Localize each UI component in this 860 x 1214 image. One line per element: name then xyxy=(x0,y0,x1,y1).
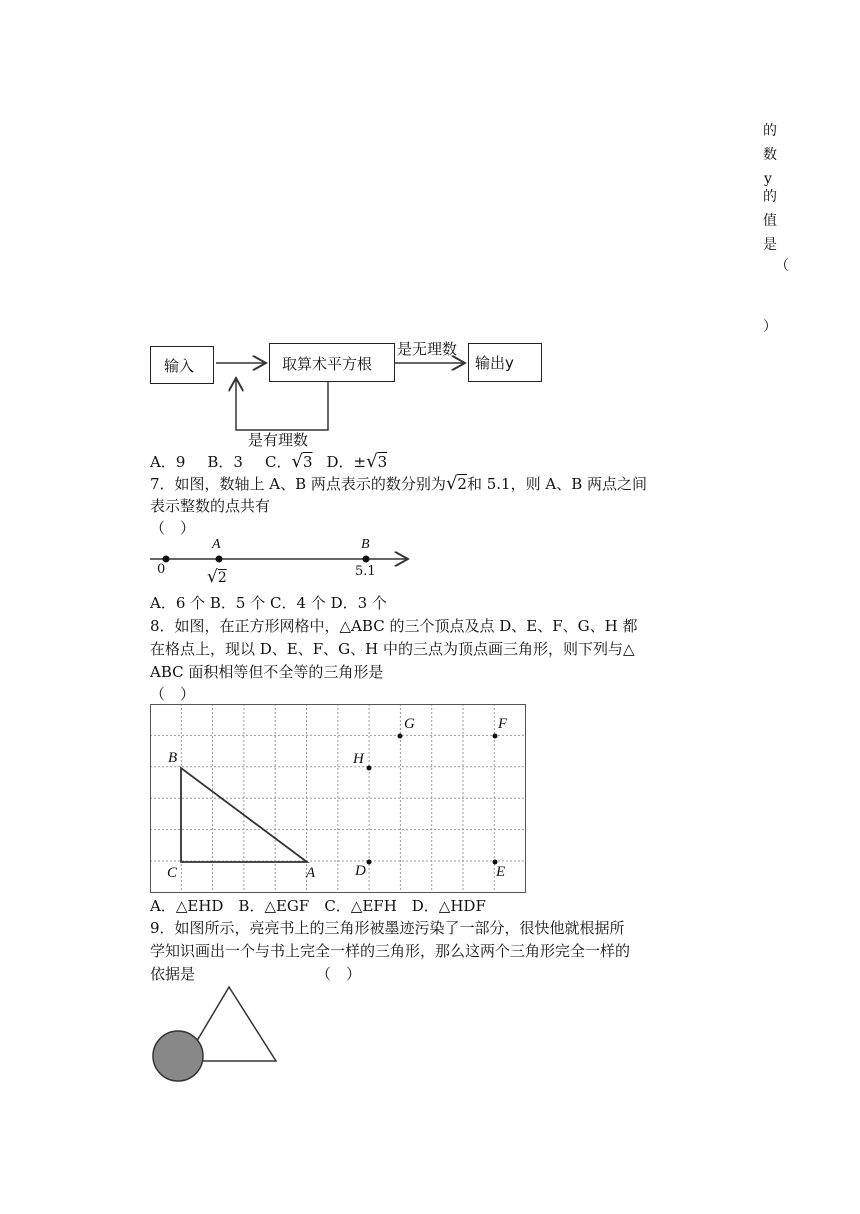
number-line-sqrt-a-radicand: 2 xyxy=(217,570,227,586)
side-char: ） xyxy=(763,319,777,335)
side-char: y xyxy=(764,171,772,187)
flowchart-rational-label: 是有理数 xyxy=(248,431,309,449)
flowchart-input-label: 输入 xyxy=(164,357,195,375)
flowchart-sqrt-box xyxy=(269,343,395,382)
flowchart-irrational-label: 是无理数 xyxy=(397,340,458,358)
q7-line2: 表示整数的点共有 xyxy=(150,497,271,515)
q6-option-c-radicand: 3 xyxy=(302,453,313,471)
q6-option-c: C． xyxy=(264,453,292,471)
grid-point-d xyxy=(367,860,372,865)
flowchart-arrows xyxy=(0,0,860,460)
q8-line2: 在格点上，现以 D、E、F、G、H 中的三点为顶点画三角形，则下列与△ xyxy=(150,640,635,658)
number-line-point-a xyxy=(216,556,223,563)
grid-label-d: D xyxy=(355,863,366,879)
ink-stained-triangle-figure xyxy=(145,980,285,1095)
triangle-abc xyxy=(181,768,307,862)
q9-paren: （ ） xyxy=(316,965,362,983)
sqrt-symbol-icon: √ xyxy=(207,567,218,587)
grid-label-b: B xyxy=(168,750,178,766)
grid-point-h xyxy=(367,766,372,771)
q8-paren: （ ） xyxy=(150,685,196,703)
q8-options: A．△EHD B．△EGF C．△EFH D．△HDF xyxy=(150,897,486,915)
sqrt-symbol-icon: √ xyxy=(291,451,303,472)
sqrt-symbol-icon: √ xyxy=(366,451,378,472)
q8-line3: ABC 面积相等但不全等的三角形是 xyxy=(150,663,384,681)
q7-text: 和 5.1，则 A、B 两点之间 xyxy=(466,475,647,493)
q7-text: 7．如图，数轴上 A、B 两点表示的数分别为 xyxy=(150,475,446,493)
number-line-point-b xyxy=(363,556,370,563)
grid-label-h: H xyxy=(353,751,364,767)
grid-label-f: F xyxy=(498,716,508,732)
side-char: 的 xyxy=(763,189,777,205)
square-grid xyxy=(150,704,528,894)
number-line-label-b: B xyxy=(361,537,370,552)
q6-option-d: D．± xyxy=(326,453,367,471)
number-line-label-a: A xyxy=(212,537,221,552)
side-char: 数 xyxy=(763,147,777,163)
grid-label-g: G xyxy=(404,716,415,732)
q6-option-a: A．9 xyxy=(150,453,186,471)
grid-label-a: A xyxy=(306,865,316,881)
q8-line1: 8．如图，在正方形网格中，△ABC 的三个顶点及点 D、E、F、G、H 都 xyxy=(150,617,638,635)
side-char: （ xyxy=(775,258,789,274)
grid-point-f xyxy=(493,734,498,739)
number-line-sqrt-a xyxy=(207,567,227,587)
grid-label-c: C xyxy=(167,865,178,881)
flowchart-output-label: 输出y xyxy=(475,354,514,372)
side-char: 值 xyxy=(763,213,777,229)
q9-line2: 学知识画出一个与书上完全一样的三角形，那么这两个三角形完全一样的 xyxy=(150,942,631,960)
flowchart-sqrt-label: 取算术平方根 xyxy=(282,355,373,373)
q7-paren: （ ） xyxy=(150,519,196,537)
grid-label-e: E xyxy=(496,864,506,880)
q7-radicand: 2 xyxy=(457,475,467,493)
sqrt-symbol-icon: √ xyxy=(445,473,458,494)
side-char: 是 xyxy=(763,237,777,253)
q7-options: A．6 个 B．5 个 C．4 个 D．3 个 xyxy=(150,594,387,612)
number-line xyxy=(140,535,420,595)
number-line-label-zero: 0 xyxy=(157,562,166,577)
grid-point-g xyxy=(398,734,403,739)
number-line-value-b: 5.1 xyxy=(355,564,376,579)
q9-line3: 依据是 xyxy=(150,965,196,983)
q6-option-d-radicand: 3 xyxy=(377,453,388,471)
q6-option-b: B．3 xyxy=(207,453,243,471)
flowchart-output-box xyxy=(468,343,542,382)
q6-options xyxy=(150,451,387,473)
flowchart-input-box xyxy=(150,346,214,384)
ink-blot xyxy=(153,1031,203,1081)
side-char: 的 xyxy=(763,123,777,139)
q9-line1: 9．如图所示，亮亮书上的三角形被墨迹污染了一部分，很快他就根据所 xyxy=(150,919,625,937)
q7-line1 xyxy=(150,473,647,495)
